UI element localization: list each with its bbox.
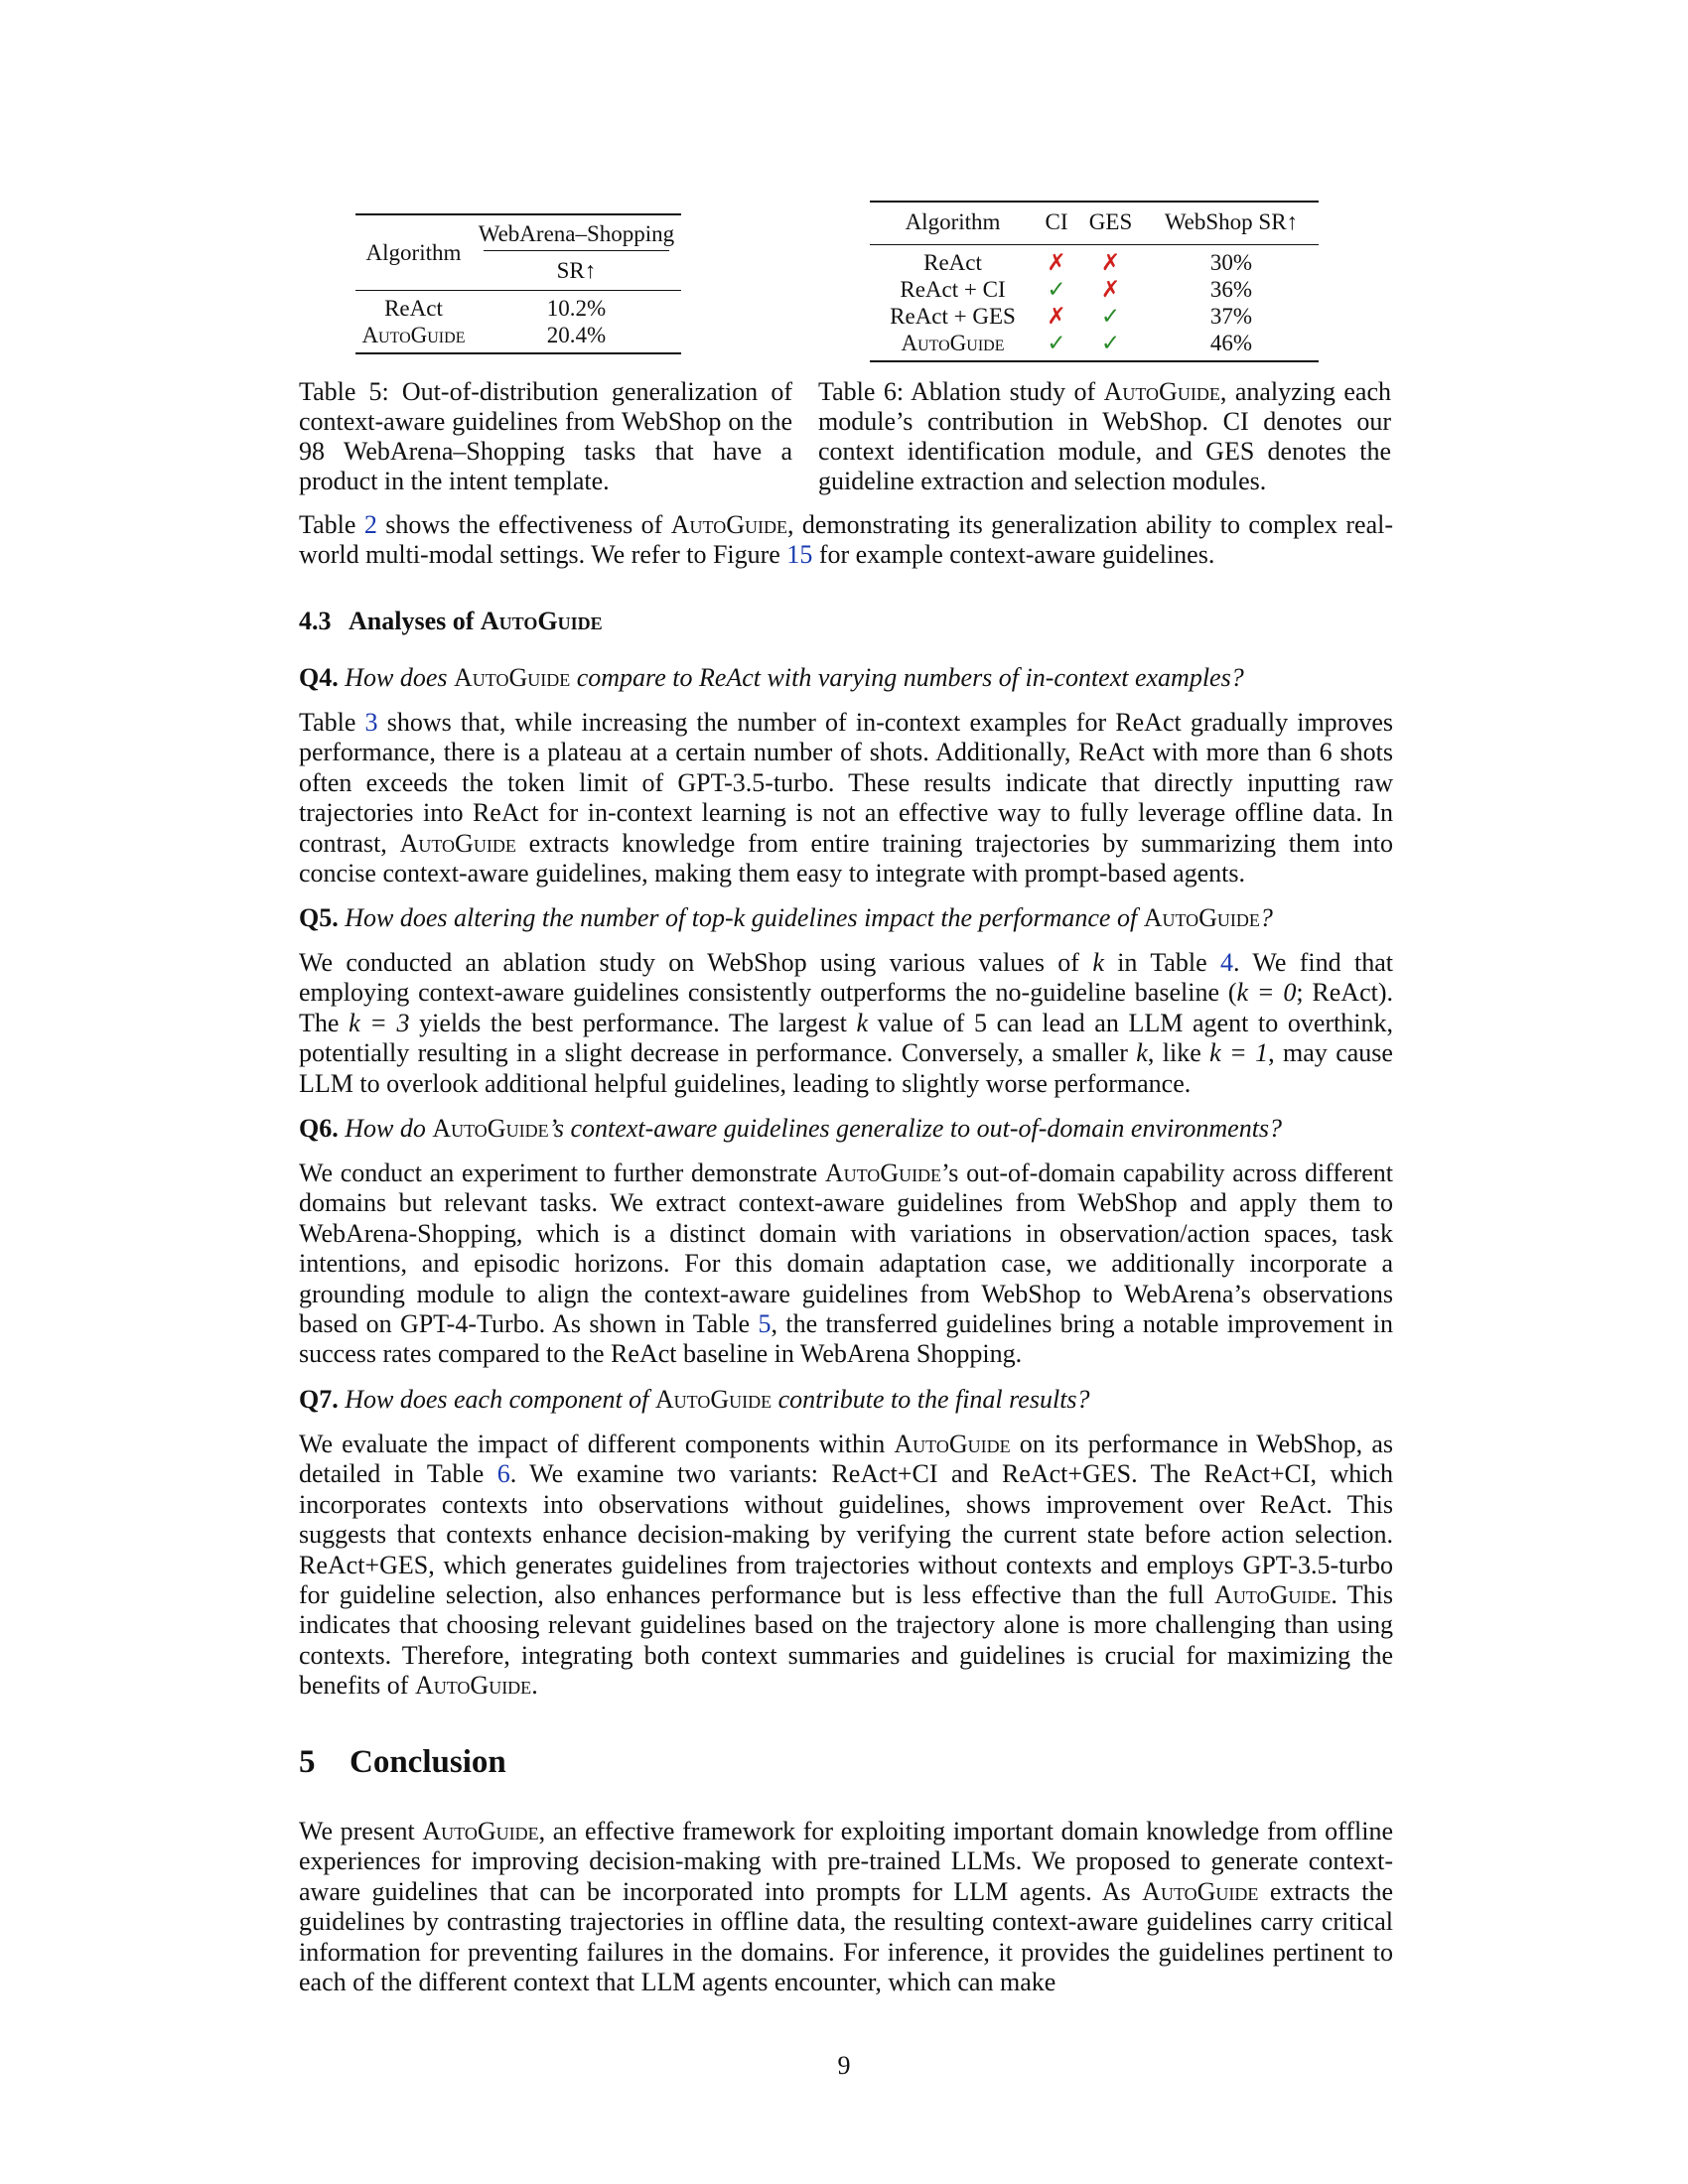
section-heading: 5 Conclusion (299, 1744, 506, 1780)
brand-name: AutoGuide (654, 1385, 773, 1414)
check-icon: ✓ (1047, 277, 1066, 302)
q7-answer: We evaluate the impact of different components within AutoGuide on its performance in WebShop, as detailed in Table 6. We examine two variants: ReAct+CI and ReAct+GES. The ReAct+CI, which incorporates contexts into observations without guidelines, shows improvement over ReAct. This suggests that contexts enhance decision-making by verifying the current state before action selection. ReAct+GES, which generates guidelines from trajectories without contexts and employs GPT-3.5-turbo for guideline selection, also enhances performance but is less effective than the full AutoGuide. This indicates that choosing relevant guidelines based on the trajectory alone is more challenging than using contexts. Therefore, integrating both context summaries and guidelines is crucial for maximizing the benefits of AutoGuide. (299, 1430, 1394, 1701)
table-row (870, 276, 1319, 303)
table-6-header-ci: CI (1045, 209, 1068, 234)
table-5-cell-algorithm: ReAct (384, 296, 443, 321)
question-q7: Q7. How does each component of AutoGuide contribute to the final results? (299, 1385, 1090, 1414)
table-6-cell-algorithm: ReAct + CI (900, 277, 1006, 302)
brand-name: AutoGuide (480, 607, 603, 635)
check-icon: ✓ (1100, 331, 1121, 355)
cross-icon: ✗ (1047, 304, 1066, 329)
brand-name: AutoGuide (422, 1817, 539, 1845)
table-reference-link[interactable]: 2 (363, 510, 377, 539)
table-reference-link[interactable]: 3 (364, 708, 378, 737)
question-q6: Q6. How do AutoGuide’s context-aware guidelines generalize to out-of-domain environments? (299, 1114, 1283, 1143)
cross-icon: ✗ (1100, 250, 1121, 275)
table-6-cell-sr: 46% (1209, 331, 1253, 355)
question-q5: Q5. How does altering the number of top-k guidelines impact the performance of AutoGuide? (299, 903, 1273, 932)
question-q4: Q4. How does AutoGuide compare to ReAct with varying numbers of in-context examples? (299, 663, 1244, 692)
table-row (870, 303, 1319, 330)
table-6-header-sr: WebShop SR↑ (1164, 209, 1299, 234)
brand-name: AutoGuide (432, 1114, 549, 1143)
table-6-cell-sr: 37% (1209, 304, 1253, 329)
table-5-header-algorithm: Algorithm (365, 240, 462, 265)
table-6-caption: Table 6: Ablation study of AutoGuide, analyzing each module’s contribution in WebShop. CI denotes our context identification module, and GES denotes the guideline extraction and selection modules. (818, 377, 1391, 495)
cross-icon: ✗ (1100, 277, 1121, 302)
table-5-grid (355, 213, 681, 354)
q5-answer: We conducted an ablation study on WebShop using various values of k in Table 4. We find that employing context-aware guidelines consistently outperforms the no-guideline baseline (k = 0; ReAct). The k = 3 yields the best performance. The largest k value of 5 can lead an LLM agent to overthink, potentially resulting in a slight decrease in performance. Conversely, a smaller k, like k = 1, may cause LLM to overlook additional helpful guidelines, leading to slightly worse performance. (299, 948, 1394, 1098)
table-5 (355, 213, 681, 354)
table-6-cell-algorithm: AutoGuide (901, 331, 1005, 355)
table-6-header-ges: GES (1088, 209, 1133, 234)
brand-name: AutoGuide (414, 1671, 532, 1701)
brand-name: AutoGuide (670, 510, 787, 539)
table-6-cell-algorithm: ReAct (923, 250, 982, 275)
table-reference-link[interactable]: 6 (496, 1459, 510, 1489)
table-5-cell-sr: 20.4% (546, 323, 607, 347)
table-5-cell-sr: 10.2% (546, 296, 607, 321)
table-5-caption: Table 5: Out-of-distribution generalization of context-aware guidelines from WebShop on the 98 WebArena–Shopping tasks that have a product in the intent template. (299, 377, 792, 495)
table-5-header-sr: SR↑ (556, 258, 597, 283)
conclusion-paragraph: We present AutoGuide, an effective framework for exploiting important domain knowledge from offline experiences for improving decision-making with pre-trained LLMs. We proposed to generate context-aware guidelines that can be incorporated into prompts for LLM agents. As AutoGuide extracts the guidelines by contrasting trajectories in offline data, the resulting context-aware guidelines carry critical information for preventing failures in the domains. For inference, it provides the guidelines pertinent to each of the different context that LLM agents encounter, which can make (299, 1817, 1393, 1997)
table-6-cell-sr: 36% (1209, 277, 1253, 302)
q4-answer: Table 3 shows that, while increasing the number of in-context examples for ReAct gradually improves performance, there is a plateau at a certain number of shots. Additionally, ReAct with more than 6 shots often exceeds the token limit of GPT-3.5-turbo. These results indicate that directly inputting raw trajectories into ReAct for in-context learning is not an effective way to fully leverage offline data. In contrast, AutoGuide extracts knowledge from entire training trajectories by summarizing them into concise context-aware guidelines, making them easy to integrate with prompt-based agents. (299, 708, 1394, 888)
brand-name: AutoGuide (454, 663, 571, 692)
table-6-cell-sr: 30% (1209, 250, 1253, 275)
brand-name: AutoGuide (1143, 903, 1260, 932)
brand-name: AutoGuide (1103, 377, 1220, 406)
brand-name: AutoGuide (1142, 1876, 1259, 1906)
intro-paragraph: Table 2 shows the effectiveness of AutoGuide, demonstrating its generalization ability to complex real-world multi-modal settings. We refer to Figure 15 for example context-aware guidelines. (299, 510, 1393, 570)
table-row (870, 245, 1319, 277)
check-icon: ✓ (1047, 331, 1066, 355)
table-6 (870, 201, 1319, 362)
brand-name: AutoGuide (399, 828, 516, 858)
table-row (355, 291, 681, 323)
page-number: 9 (837, 2051, 851, 2080)
subsection-heading: 4.3 Analyses of AutoGuide (299, 607, 603, 635)
figure-reference-link[interactable]: 15 (786, 540, 813, 570)
table-row (870, 330, 1319, 361)
check-icon: ✓ (1100, 304, 1121, 329)
brand-name: AutoGuide (824, 1159, 942, 1187)
table-row (355, 322, 681, 353)
table-reference-link[interactable]: 4 (1220, 948, 1234, 977)
table-6-grid (870, 201, 1319, 362)
cross-icon: ✗ (1047, 250, 1066, 275)
table-reference-link[interactable]: 5 (758, 1309, 772, 1339)
table-6-header-algorithm: Algorithm (905, 209, 1001, 234)
table-6-cell-algorithm: ReAct + GES (890, 304, 1016, 329)
brand-name: AutoGuide (894, 1430, 1011, 1458)
table-5-header-group: WebArena–Shopping (472, 214, 681, 251)
brand-name: AutoGuide (1214, 1580, 1332, 1610)
table-5-cell-algorithm: AutoGuide (361, 323, 466, 347)
q6-answer: We conduct an experiment to further demonstrate AutoGuide’s out-of-domain capability across different domains but relevant tasks. We extract context-aware guidelines from WebShop and apply them to WebArena-Shopping, which is a distinct domain with variations in observation/action spaces, task intentions, and episodic horizons. For this domain adaptation case, we additionally incorporate a grounding module to align the context-aware guidelines from WebShop to WebArena’s observations based on GPT-4-Turbo. As shown in Table 5, the transferred guidelines bring a notable improvement in success rates compared to the ReAct baseline in WebArena Shopping. (299, 1159, 1393, 1369)
